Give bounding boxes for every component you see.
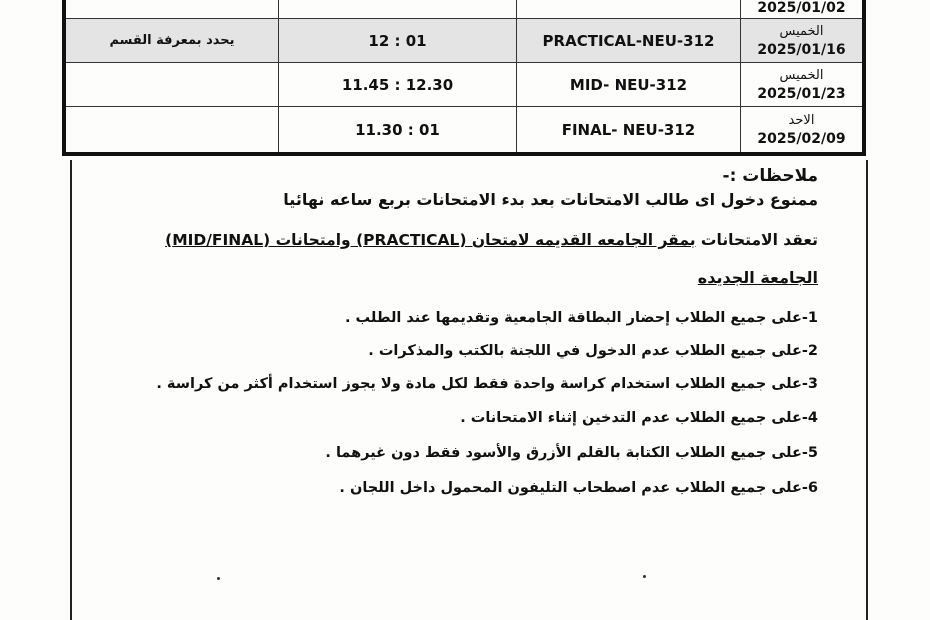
table-row: [66, 0, 862, 18]
time-cell: 11.45 : 12.30: [278, 63, 516, 106]
page-border-right: [866, 160, 868, 620]
exam-date: 2025/02/09: [757, 130, 846, 147]
rule-item: 4-على جميع الطلاب عدم التدخين إثناء الامتحانات .: [460, 410, 818, 426]
exam-day: الخميس: [779, 67, 824, 83]
date-cell: [740, 63, 862, 106]
exam-day: الاحد: [788, 112, 815, 128]
scan-speck: [643, 575, 646, 578]
table-row: [66, 106, 862, 152]
exam-date: 2025/01/16: [757, 41, 846, 58]
note-cell: [66, 0, 278, 18]
note-cell: يحدد بمعرفة القسم: [109, 33, 235, 48]
course-code-cell: [516, 0, 740, 18]
note-cell: [66, 107, 278, 152]
time-cell: [278, 0, 516, 18]
course-code-cell: PRACTICAL-NEU-312: [516, 19, 740, 62]
rule-item: 6-على جميع الطلاب عدم اصطحاب التليفون المحمول داخل اللجان .: [339, 480, 818, 496]
exam-location-line: [165, 231, 818, 249]
rule-item: 2-على جميع الطلاب عدم الدخول في اللجنة بالكتب والمذكرات .: [368, 343, 818, 359]
course-code-cell: FINAL- NEU-312: [516, 107, 740, 152]
date-cell: [740, 19, 862, 62]
scan-speck: [217, 577, 220, 580]
note-cell: [66, 63, 278, 106]
exam-location-prefix: تعقد الامتحانات: [695, 231, 818, 249]
exam-location-suffix: الجامعة الجديده: [697, 268, 818, 287]
time-cell: 12 : 01: [278, 19, 516, 62]
time-cell: 11.30 : 01: [278, 107, 516, 152]
date-cell: [740, 107, 862, 152]
course-code-cell: MID- NEU-312: [516, 63, 740, 106]
exam-location-underlined: بمقر الجامعه القديمه لامتحان (PRACTICAL) وامتحانات (MID/FINAL): [165, 231, 696, 249]
table-row: [66, 62, 862, 106]
exam-schedule-table: [62, 0, 866, 156]
rule-item: 3-على جميع الطلاب استخدام كراسة واحدة فقط لكل مادة ولا يجوز استخدام أكثر من كراسة .: [156, 376, 818, 392]
entry-rule: ممنوع دخول اى طالب الامتحانات بعد بدء الامتحانات بربع ساعه نهائيا: [283, 190, 818, 209]
exam-date: 2025/01/02: [757, 0, 846, 16]
exam-date: 2025/01/23: [757, 85, 846, 102]
page-border-left: [70, 160, 72, 620]
table-row: [66, 18, 862, 62]
rule-item: 5-على جميع الطلاب الكتابة بالقلم الأزرق والأسود فقط دون غيرهما .: [325, 445, 818, 461]
exam-day: الخميس: [779, 23, 824, 39]
notes-heading: ملاحظات :-: [722, 166, 818, 186]
rule-item: 1-على جميع الطلاب إحضار البطاقة الجامعية وتقديمها عند الطلب .: [345, 310, 818, 326]
date-cell: [740, 0, 862, 18]
